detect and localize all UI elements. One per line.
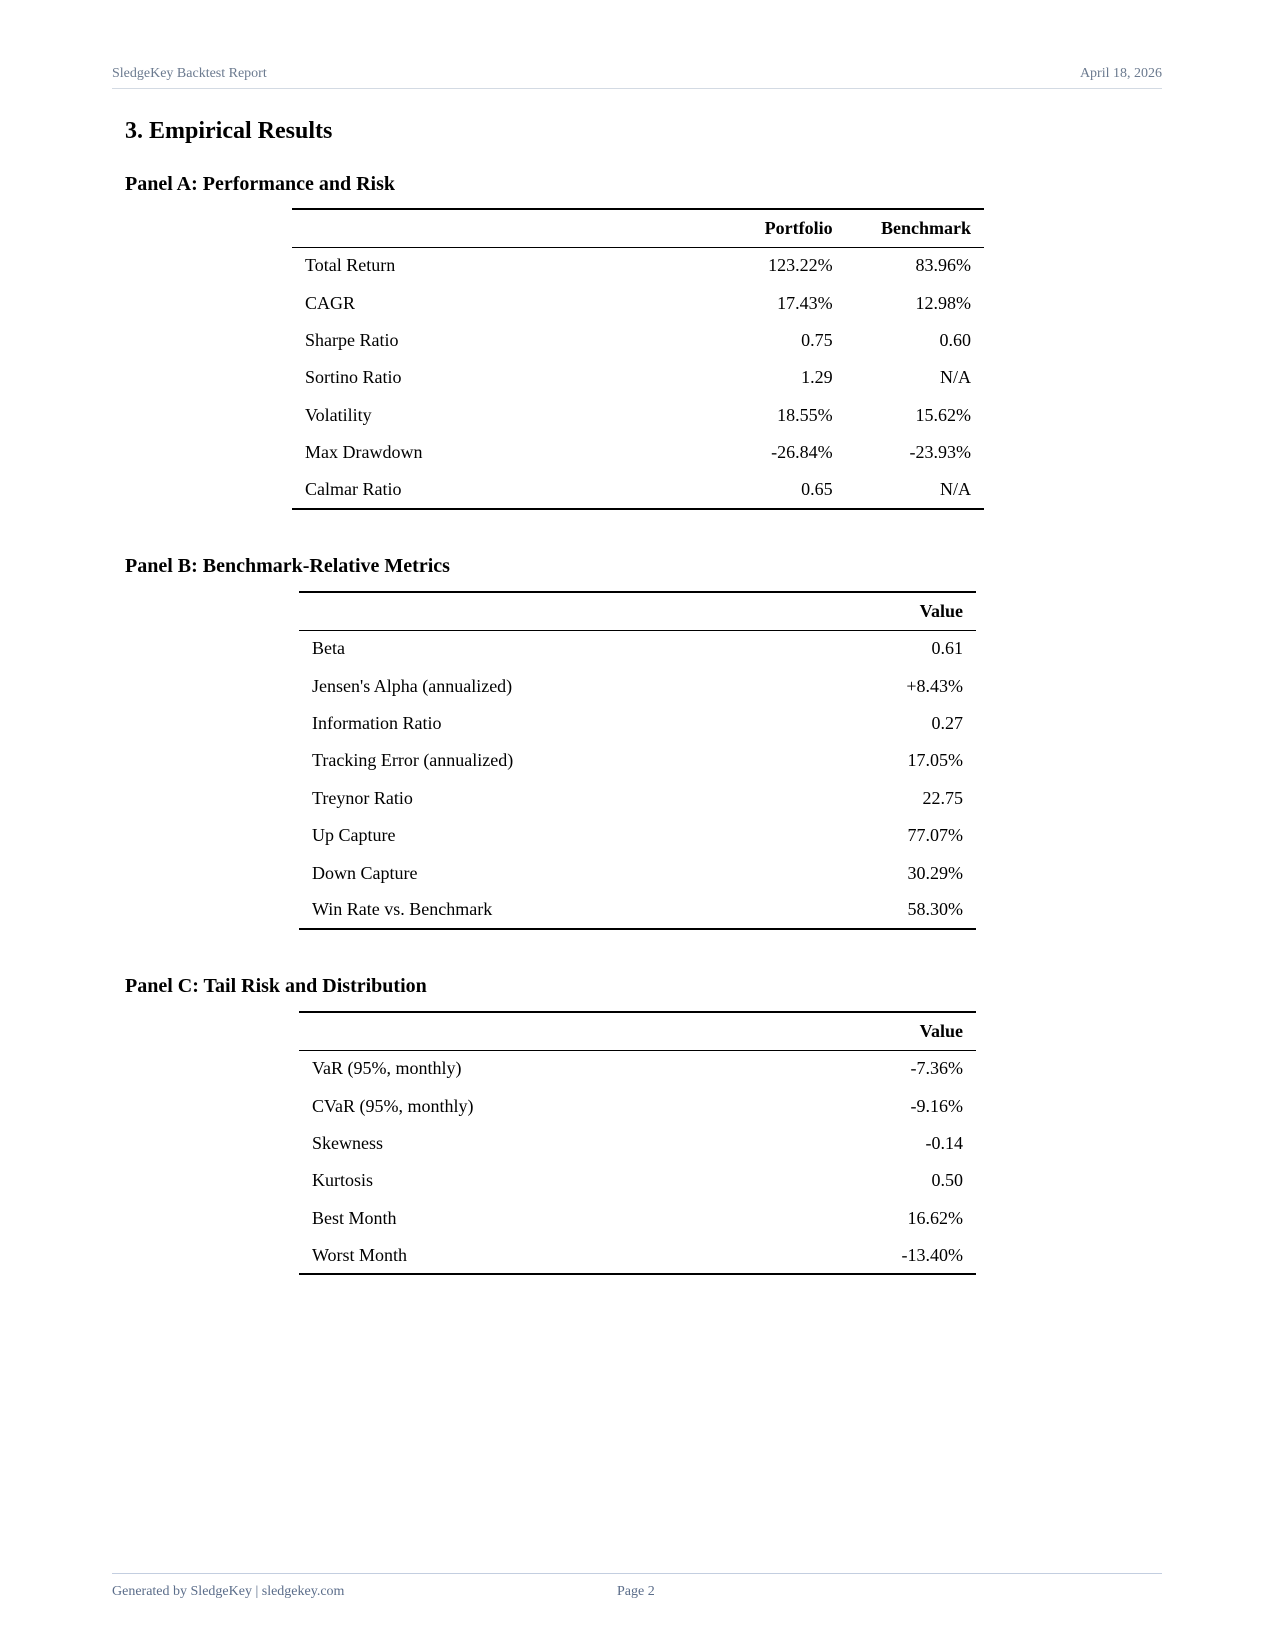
metric-value: N/A <box>940 367 971 388</box>
metric-label: Up Capture <box>312 825 396 846</box>
table-row <box>299 1125 976 1162</box>
metric-value: 123.22% <box>768 255 833 276</box>
table-row <box>299 892 976 929</box>
page-number: Page 2 <box>617 1584 655 1599</box>
metric-label: Tracking Error (annualized) <box>312 750 514 771</box>
metric-label: Treynor Ratio <box>312 787 413 808</box>
table-row <box>299 1050 976 1087</box>
metric-value: 83.96% <box>915 255 971 276</box>
metric-value: 0.60 <box>939 329 971 350</box>
metric-value: 12.98% <box>915 292 971 313</box>
column-header-blank <box>299 1012 807 1050</box>
metric-value: 0.50 <box>931 1170 963 1191</box>
metric-value: N/A <box>846 471 984 508</box>
column-header-blank <box>292 209 707 247</box>
table-row <box>299 1200 976 1237</box>
column-header: Value <box>807 592 976 630</box>
metric-label: CAGR <box>305 292 356 313</box>
metric-label: Volatility <box>305 404 372 425</box>
metric-value: 0.75 <box>801 329 833 350</box>
metric-value: 18.55% <box>777 404 833 425</box>
table-row <box>292 359 984 396</box>
metric-value: -7.36% <box>910 1058 963 1079</box>
header-row <box>292 209 984 247</box>
section-title: 3. Empirical Results <box>125 118 333 144</box>
metric-label: Beta <box>312 638 345 659</box>
panel-b-table <box>299 591 976 930</box>
metric-value: 16.62% <box>907 1207 963 1228</box>
panel-a-table <box>292 208 984 510</box>
report-name: SledgeKey Backtest Report <box>112 66 267 81</box>
report-date: April 18, 2026 <box>1079 66 1162 81</box>
table-row <box>299 854 976 891</box>
table-row <box>292 247 984 284</box>
metric-label: Win Rate vs. Benchmark <box>299 892 807 929</box>
table-row <box>292 434 984 471</box>
table-row <box>292 471 984 508</box>
metric-value: -0.14 <box>925 1132 963 1153</box>
table-row <box>299 705 976 742</box>
metric-label: Information Ratio <box>312 712 442 733</box>
metric-value: 0.27 <box>931 712 963 733</box>
table-row <box>299 667 976 704</box>
metric-value: 0.65 <box>707 471 845 508</box>
table-row <box>299 630 976 667</box>
metric-value: -9.16% <box>910 1095 963 1116</box>
metric-label: CVaR (95%, monthly) <box>312 1095 474 1116</box>
metric-label: Max Drawdown <box>305 442 423 463</box>
metric-value: 22.75 <box>922 787 963 808</box>
metric-value: +8.43% <box>906 675 963 696</box>
panel-b-title: Panel B: Benchmark-Relative Metrics <box>125 555 450 577</box>
table-row <box>299 1237 976 1274</box>
column-header: Portfolio <box>707 209 845 247</box>
metric-label: Sharpe Ratio <box>305 329 399 350</box>
panel-c-table <box>299 1011 976 1275</box>
table-row <box>299 817 976 854</box>
metric-value: -13.40% <box>807 1237 976 1274</box>
metric-value: 77.07% <box>907 825 963 846</box>
metric-value: -26.84% <box>771 442 833 463</box>
panel-a-title: Panel A: Performance and Risk <box>125 173 395 195</box>
metric-label: Down Capture <box>312 862 418 883</box>
metric-value: -23.93% <box>909 442 971 463</box>
metric-label: VaR (95%, monthly) <box>312 1058 462 1079</box>
metric-label: Jensen's Alpha (annualized) <box>312 675 513 696</box>
metric-label: Skewness <box>312 1132 383 1153</box>
table-row <box>299 1087 976 1124</box>
table-row <box>292 284 984 321</box>
metric-value: 30.29% <box>907 862 963 883</box>
metric-value: 58.30% <box>807 892 976 929</box>
column-header: Value <box>807 1012 976 1050</box>
metric-value: 17.43% <box>777 292 833 313</box>
metric-label: Best Month <box>312 1207 397 1228</box>
header-row <box>299 1012 976 1050</box>
column-header-blank <box>299 592 807 630</box>
table-row <box>292 397 984 434</box>
column-header: Benchmark <box>846 209 984 247</box>
header-row <box>299 592 976 630</box>
panel-c-title: Panel C: Tail Risk and Distribution <box>125 975 427 997</box>
metric-label: Total Return <box>305 255 396 276</box>
metric-label: Kurtosis <box>312 1170 374 1191</box>
page-footer <box>112 1573 1162 1604</box>
metric-value: 17.05% <box>907 750 963 771</box>
table-row <box>299 1162 976 1199</box>
table-row <box>299 742 976 779</box>
metric-value: 1.29 <box>801 367 833 388</box>
metric-value: 15.62% <box>915 404 971 425</box>
page-header <box>112 64 1162 89</box>
metric-value: 0.61 <box>931 638 963 659</box>
footer-generated-by: Generated by SledgeKey | sledgekey.com <box>112 1584 345 1599</box>
table-row <box>292 322 984 359</box>
metric-label: Sortino Ratio <box>305 367 402 388</box>
table-row <box>299 780 976 817</box>
metric-label: Calmar Ratio <box>292 471 707 508</box>
metric-label: Worst Month <box>299 1237 807 1274</box>
